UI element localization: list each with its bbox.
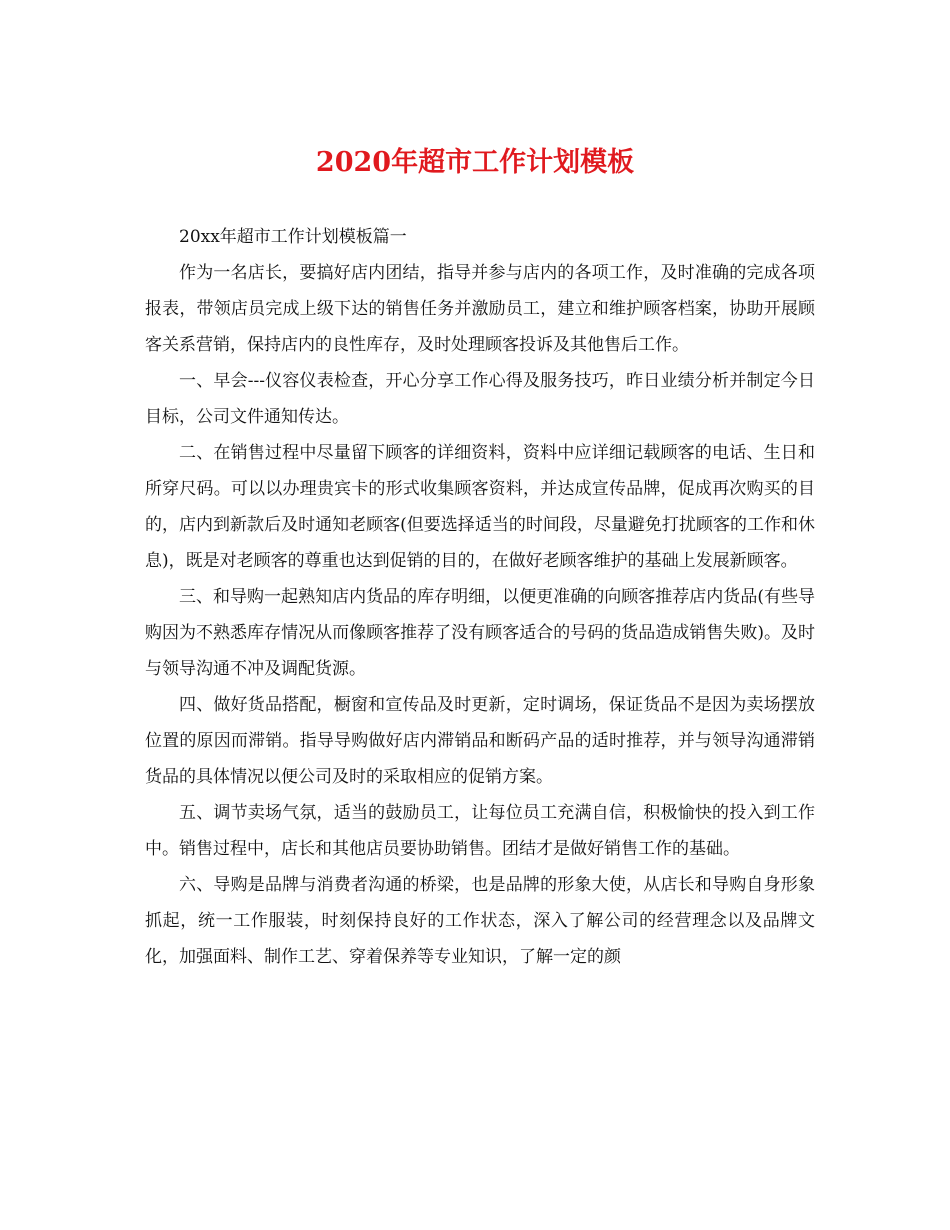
paragraph-item-6: 六、导购是品牌与消费者沟通的桥梁，也是品牌的形象大使，从店长和导购自身形象抓起，统一工作服装，时刻保持良好的工作状态，深入了解公司的经营理念以及品牌文化，加强面料、制作工艺、穿着保养等专业知识，了解一定的颜: [145, 875, 815, 967]
document-title: 2020年超市工作计划模板: [315, 147, 635, 178]
paragraph-item-5: 五、调节卖场气氛，适当的鼓励员工，让每位员工充满自信，积极愉快的投入到工作中。销售过程中，店长和其他店员要协助销售。团结才是做好销售工作的基础。: [145, 803, 815, 859]
paragraph-intro: 作为一名店长，要搞好店内团结，指导并参与店内的各项工作，及时准确的完成各项报表，带领店员完成上级下达的销售任务并激励员工，建立和维护顾客档案，协助开展顾客关系营销，保持店内的良性库存，及时处理顾客投诉及其他售后工作。: [145, 263, 815, 355]
paragraph-item-3: 三、和导购一起熟知店内货品的库存明细，以便更准确的向顾客推荐店内货品(有些导购因为不熟悉库存情况从而像顾客推荐了没有顾客适合的号码的货品造成销售失败)。及时与领导沟通不冲及调配货源。: [145, 587, 815, 679]
section-heading: 20xx年超市工作计划模板篇一: [179, 227, 407, 247]
paragraph-item-2: 二、在销售过程中尽量留下顾客的详细资料，资料中应详细记载顾客的电话、生日和所穿尺码。可以以办理贵宾卡的形式收集顾客资料，并达成宣传品牌，促成再次购买的目的，店内到新款后及时通知老顾客(但要选择适当的时间段，尽量避免打扰顾客的工作和休息)，既是对老顾客的尊重也达到促销的目的，在做好老顾客维护的基础上发展新顾客。: [145, 443, 815, 571]
document-body: [145, 219, 815, 975]
paragraph-item-4: 四、做好货品搭配，橱窗和宣传品及时更新，定时调场，保证货品不是因为卖场摆放位置的原因而滞销。指导导购做好店内滞销品和断码产品的适时推荐，并与领导沟通滞销货品的具体情况以便公司及时的采取相应的促销方案。: [145, 695, 815, 787]
paragraph-item-1: 一、早会---仪容仪表检查，开心分享工作心得及服务技巧，昨日业绩分析并制定今日目标，公司文件通知传达。: [145, 371, 815, 427]
